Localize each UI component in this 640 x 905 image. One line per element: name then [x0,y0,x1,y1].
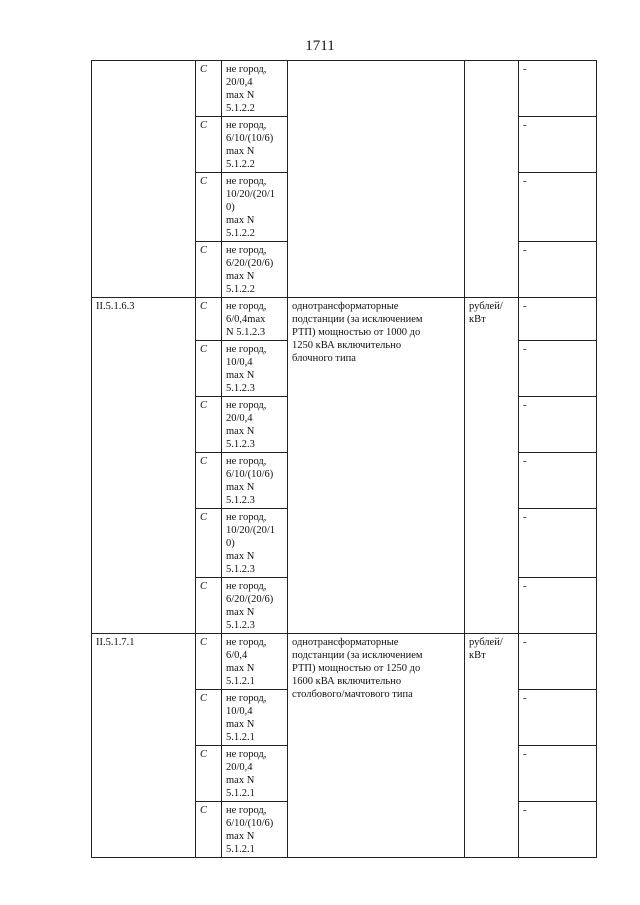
category-cell: С [196,298,222,341]
description-cell: не город, 6/20/(20/6) max N 5.1.2.3 [222,578,288,634]
description-cell: не город, 6/10/(10/6) max N 5.1.2.2 [222,117,288,173]
category-cell: С [196,242,222,298]
category-cell: С [196,690,222,746]
value-cell: - [519,397,597,453]
description-cell: не город, 6/10/(10/6) max N 5.1.2.3 [222,453,288,509]
value-cell: - [519,298,597,341]
object-name-cell [288,61,465,298]
description-cell: не город, 20/0,4 max N 5.1.2.2 [222,61,288,117]
category-cell: С [196,397,222,453]
table-body [92,61,597,858]
category-cell: С [196,578,222,634]
value-cell: - [519,242,597,298]
row-code-cell: II.5.1.7.1 [92,634,196,858]
category-cell: С [196,173,222,242]
unit-cell: рублей/ кВт [465,634,519,858]
value-cell: - [519,453,597,509]
value-cell: - [519,61,597,117]
table-row [92,298,597,341]
row-code-cell [92,61,196,298]
tariff-table [91,60,597,858]
description-cell: не город, 6/10/(10/6) max N 5.1.2.1 [222,802,288,858]
category-cell: С [196,117,222,173]
description-cell: не город, 10/20/(20/1 0) max N 5.1.2.3 [222,509,288,578]
description-cell: не город, 6/0,4max N 5.1.2.3 [222,298,288,341]
value-cell: - [519,341,597,397]
table-row [92,634,597,690]
value-cell: - [519,117,597,173]
table-row [92,61,597,117]
value-cell: - [519,509,597,578]
description-cell: не город, 6/0,4 max N 5.1.2.1 [222,634,288,690]
category-cell: С [196,509,222,578]
description-cell: не город, 10/20/(20/1 0) max N 5.1.2.2 [222,173,288,242]
value-cell: - [519,173,597,242]
value-cell: - [519,634,597,690]
description-cell: не город, 10/0,4 max N 5.1.2.3 [222,341,288,397]
category-cell: С [196,802,222,858]
description-cell: не город, 10/0,4 max N 5.1.2.1 [222,690,288,746]
row-code-cell: II.5.1.6.3 [92,298,196,634]
value-cell: - [519,690,597,746]
value-cell: - [519,802,597,858]
category-cell: С [196,746,222,802]
description-cell: не город, 20/0,4 max N 5.1.2.3 [222,397,288,453]
description-cell: не город, 20/0,4 max N 5.1.2.1 [222,746,288,802]
category-cell: С [196,341,222,397]
category-cell: С [196,634,222,690]
value-cell: - [519,746,597,802]
value-cell: - [519,578,597,634]
object-name-cell: однотрансформаторные подстанции (за исключением РТП) мощностью от 1250 до 1600 кВА включительно столбового/мачтового типа [288,634,465,858]
description-cell: не город, 6/20/(20/6) max N 5.1.2.2 [222,242,288,298]
object-name-cell: однотрансформаторные подстанции (за исключением РТП) мощностью от 1000 до 1250 кВА включительно блочного типа [288,298,465,634]
page-number: 1711 [305,38,335,54]
category-cell: С [196,453,222,509]
unit-cell [465,61,519,298]
unit-cell: рублей/ кВт [465,298,519,634]
category-cell: С [196,61,222,117]
